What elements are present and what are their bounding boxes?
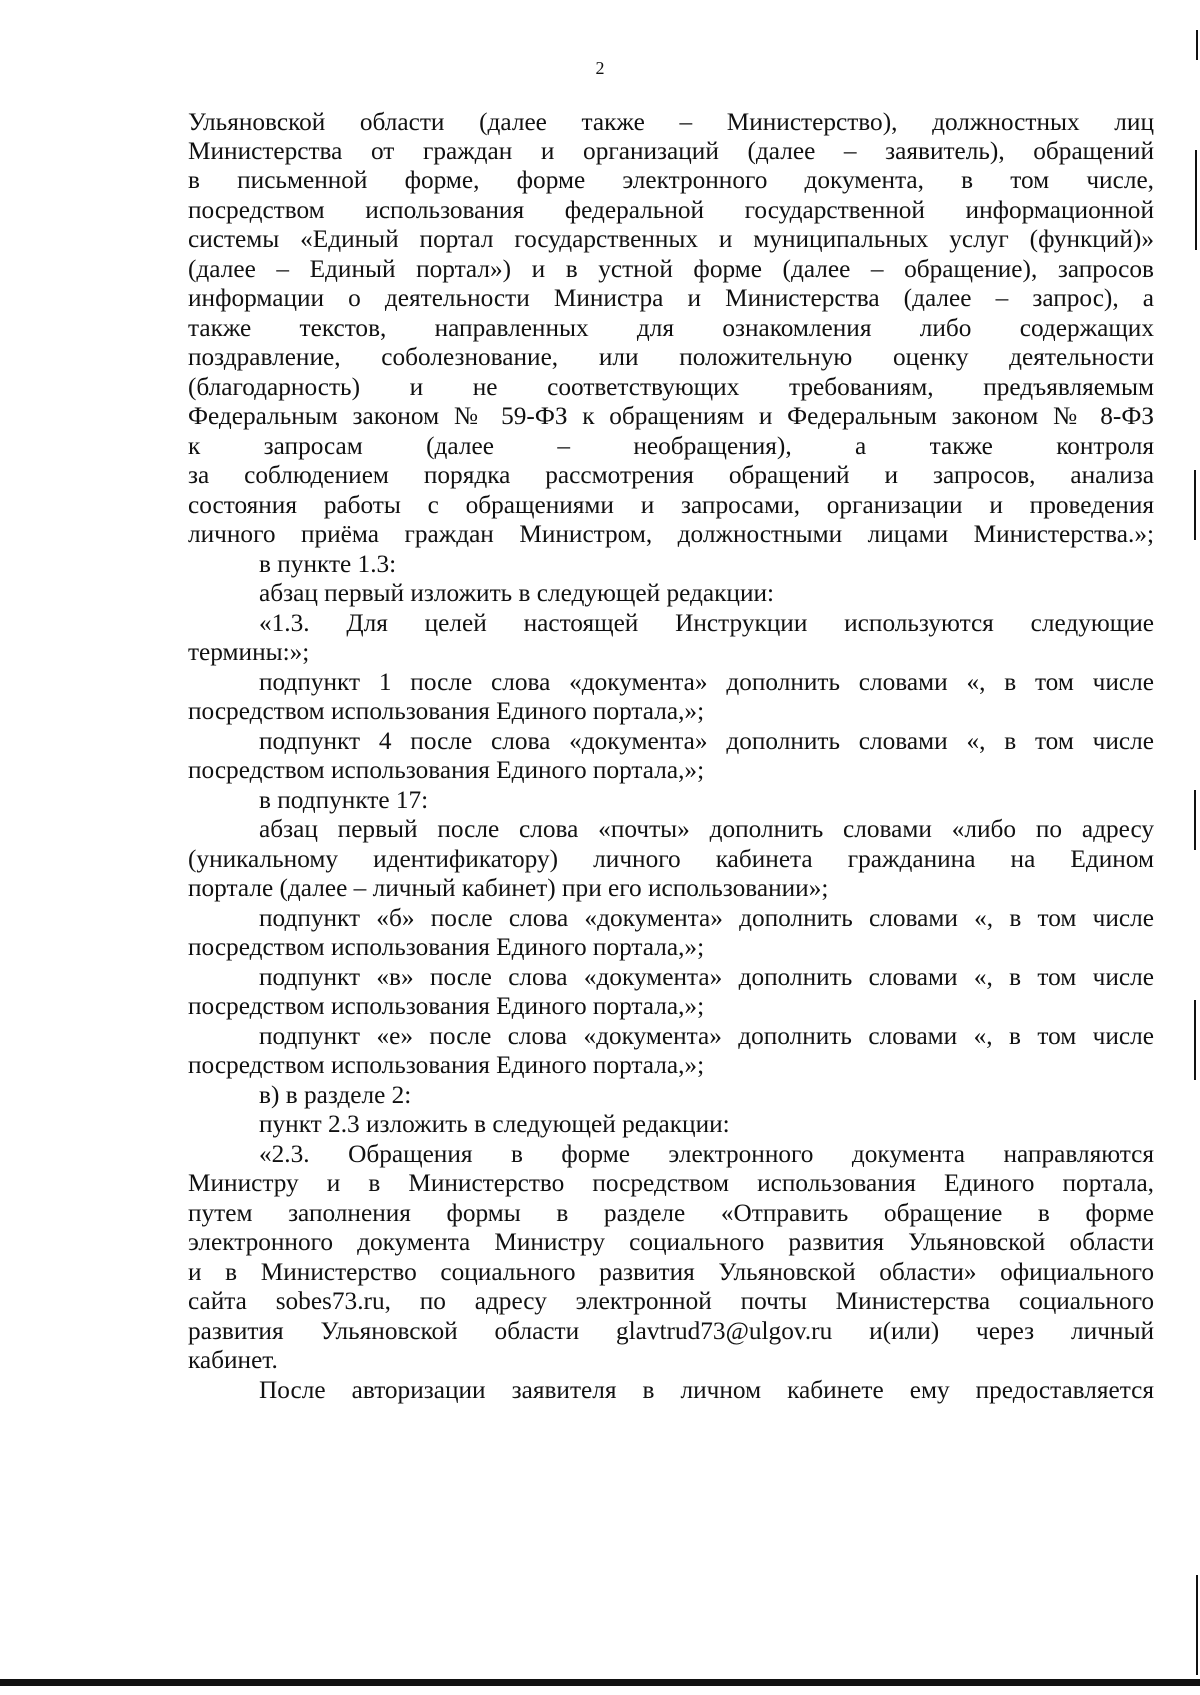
text-line: развития Ульяновской области glavtrud73@ulgov.ru и(или) через личный <box>188 1317 1154 1345</box>
text-line: (благодарность) и не соответствующих требованиям, предъявляемым <box>188 373 1154 401</box>
text-line: пункт 2.3 изложить в следующей редакции: <box>259 1110 730 1138</box>
text-line: посредством использования Единого портала,»; <box>188 1051 705 1079</box>
text-line: сайта sobes73.ru, по адресу электронной почты Министерства социального <box>188 1287 1154 1315</box>
scan-edge-mark <box>1194 470 1196 540</box>
scan-edge-mark <box>1194 1000 1196 1080</box>
scan-edge-mark <box>1194 790 1196 850</box>
text-line: подпункт «е» после слова «документа» дополнить словами «, в том числе <box>259 1022 1154 1050</box>
text-line: электронного документа Министру социального развития Ульяновской области <box>188 1228 1154 1256</box>
text-line: подпункт 4 после слова «документа» дополнить словами «, в том числе <box>259 727 1154 755</box>
text-line: и в Министерство социального развития Ульяновской области» официального <box>188 1258 1154 1286</box>
text-line: абзац первый после слова «почты» дополнить словами «либо по адресу <box>259 815 1154 843</box>
scan-edge-mark <box>1196 30 1198 60</box>
text-line: информации о деятельности Министра и Министерства (далее – запрос), а <box>188 284 1154 312</box>
text-line: подпункт «б» после слова «документа» дополнить словами «, в том числе <box>259 904 1154 932</box>
text-line: в подпункте 17: <box>259 786 429 814</box>
text-line: также текстов, направленных для ознакомления либо содержащих <box>188 314 1154 342</box>
text-line: посредством использования Единого портала,»; <box>188 756 705 784</box>
text-line: в) в разделе 2: <box>259 1081 412 1109</box>
text-line: «1.3. Для целей настоящей Инструкции используются следующие <box>259 609 1154 637</box>
text-line: Ульяновской области (далее также – Министерство), должностных лиц <box>188 108 1154 136</box>
text-line: поздравление, соболезнование, или положительную оценку деятельности <box>188 343 1154 371</box>
text-line: Министру и в Министерство посредством использования Единого портала, <box>188 1169 1154 1197</box>
text-line: посредством использования Единого портала,»; <box>188 992 705 1020</box>
text-line: (далее – Единый портал») и в устной форме (далее – обращение), запросов <box>188 255 1154 283</box>
text-line: Министерства от граждан и организаций (далее – заявитель), обращений <box>188 137 1154 165</box>
text-line: состояния работы с обращениями и запросами, организации и проведения <box>188 491 1154 519</box>
text-line: посредством использования федеральной государственной информационной <box>188 196 1154 224</box>
scan-edge-mark <box>1196 1575 1198 1675</box>
text-line: к запросам (далее – необращения), а также контроля <box>188 432 1154 460</box>
text-line: кабинет. <box>188 1346 278 1374</box>
text-line: в пункте 1.3: <box>259 550 397 578</box>
text-line: «2.3. Обращения в форме электронного документа направляются <box>259 1140 1154 1168</box>
text-line: абзац первый изложить в следующей редакции: <box>259 579 775 607</box>
text-line: путем заполнения формы в разделе «Отправить обращение в форме <box>188 1199 1154 1227</box>
text-line: в письменной форме, форме электронного документа, в том числе, <box>188 166 1154 194</box>
text-line: за соблюдением порядка рассмотрения обращений и запросов, анализа <box>188 461 1154 489</box>
scan-bottom-border <box>0 1679 1200 1686</box>
text-line: После авторизации заявителя в личном кабинете ему предоставляется <box>259 1376 1154 1404</box>
text-line: системы «Единый портал государственных и муниципальных услуг (функций)» <box>188 225 1154 253</box>
page-number: 2 <box>595 58 605 78</box>
text-line: подпункт «в» после слова «документа» дополнить словами «, в том числе <box>259 963 1154 991</box>
text-line: (уникальному идентификатору) личного кабинета гражданина на Едином <box>188 845 1154 873</box>
text-line: посредством использования Единого портала,»; <box>188 697 705 725</box>
scan-edge-mark <box>1195 150 1197 250</box>
text-line: посредством использования Единого портала,»; <box>188 933 705 961</box>
text-line: подпункт 1 после слова «документа» дополнить словами «, в том числе <box>259 668 1154 696</box>
text-line: портале (далее – личный кабинет) при его использовании»; <box>188 874 829 902</box>
text-line: Федеральным законом № 59-ФЗ к обращениям и Федеральным законом № 8-ФЗ <box>188 402 1154 430</box>
text-line: личного приёма граждан Министром, должностными лицами Министерства.»; <box>188 520 1154 548</box>
text-line: термины:»; <box>188 638 310 666</box>
